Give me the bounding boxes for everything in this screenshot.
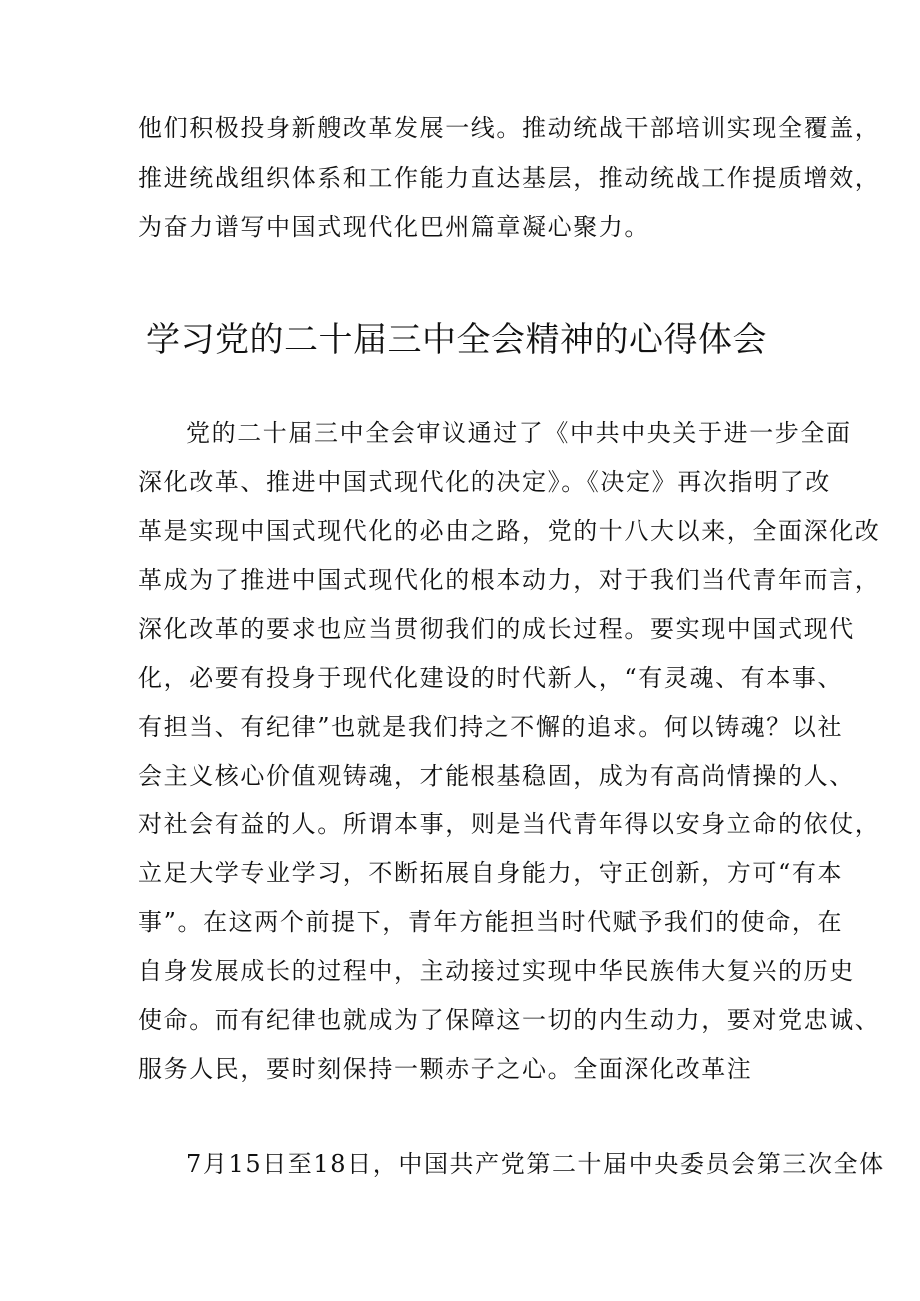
top-paragraph-line-1: 他们积极投身新艘改革发展一线。推动统战干部培训实现全覆盖， [138,114,881,142]
main-paragraph-line-11: 事”。在这两个前提下，青年方能担当时代赋予我们的使命，在 [138,908,844,936]
main-paragraph-line-2: 深化改革、推进中国式现代化的决定》。《决定》再次指明了改 [138,468,831,496]
main-paragraph-line-4: 革成为了推进中国式现代化的根本动力，对于我们当代青年而言， [138,566,881,594]
main-paragraph-line-14: 服务人民，要时刻保持一颗赤子之心。全面深化改革注 [138,1055,753,1083]
main-paragraph-line-1: 党的二十届三中全会审议通过了《中共中央关于进一步全面 [186,419,852,447]
main-paragraph-line-6: 化，必要有投身于现代化建设的时代新人，“有灵魂、有本事、 [138,664,844,692]
top-paragraph-line-2: 推进统战组织体系和工作能力直达基层，推动统战工作提质增效， [138,164,881,192]
section-title: 学习党的二十届三中全会精神的心得体会 [146,320,767,360]
main-paragraph-line-3: 革是实现中国式现代化的必由之路，党的十八大以来，全面深化改 [138,517,881,545]
main-paragraph-line-5: 深化改革的要求也应当贯彻我们的成长过程。要实现中国式现代 [138,615,855,643]
main-paragraph-line-9: 对社会有益的人。所谓本事，则是当代青年得以安身立命的依仗， [138,810,881,838]
main-paragraph-line-7: 有担当、有纪律”也就是我们持之不懈的追求。何以铸魂？以社 [138,713,844,741]
main-paragraph-line-12: 自身发展成长的过程中，主动接过实现中华民族伟大复兴的历史 [138,957,855,985]
main-paragraph-line-10: 立足大学专业学习，不断拓展自身能力，守正创新，方可“有本 [138,859,844,887]
main-paragraph-line-8: 会主义核心价值观铸魂，才能根基稳固，成为有高尚情操的人、 [138,762,855,790]
next-paragraph-line-1: 7月15日至18日，中国共产党第二十届中央委员会第三次全体 [186,1150,885,1178]
top-paragraph-line-3: 为奋力谱写中国式现代化巴州篇章凝心聚力。 [138,213,650,241]
main-paragraph-line-13: 使命。而有纪律也就成为了保障这一切的内生动力，要对党忠诚、 [138,1006,881,1034]
